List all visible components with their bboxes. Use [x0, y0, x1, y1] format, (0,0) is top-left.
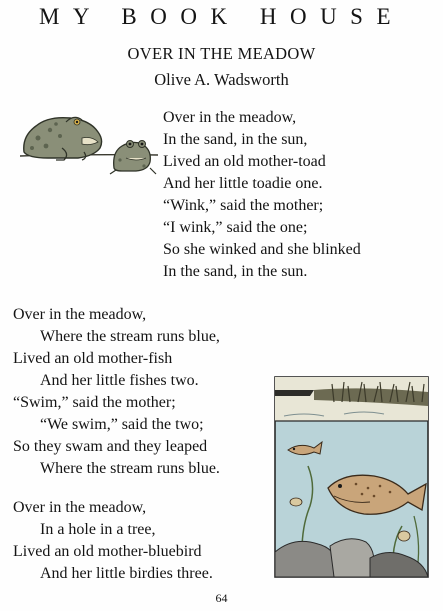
stanza-3 — [13, 497, 213, 585]
verse-line: Lived an old mother-toad — [163, 153, 326, 170]
verse-line: Over in the meadow, — [13, 499, 147, 516]
verse-line: Lived an old mother-bluebird — [13, 543, 202, 560]
verse-line: So they swam and they leaped — [13, 438, 208, 455]
page-number: 64 — [215, 591, 228, 605]
verse-line: In the sand, in the sun. — [163, 263, 308, 280]
verse-line: Where the stream runs blue, — [40, 328, 220, 345]
verse-line: Where the stream runs blue. — [40, 460, 220, 477]
fish-stream-illustration-icon — [274, 376, 429, 578]
running-header: MY BOOK HOUSE — [38, 4, 405, 29]
poem-author: Olive A. Wadsworth — [154, 70, 289, 89]
verse-line: In the sand, in the sun, — [163, 131, 308, 148]
verse-line: Over in the meadow, — [163, 109, 297, 126]
verse-line: In a hole in a tree, — [40, 521, 156, 538]
verse-line: And her little fishes two. — [40, 372, 199, 389]
verse-line: Over in the meadow, — [13, 306, 147, 323]
verse-line: And her little toadie one. — [163, 175, 323, 192]
verse-line: “I wink,” said the one; — [163, 219, 308, 236]
verse-line: So she winked and she blinked — [163, 241, 361, 258]
stanza-1 — [163, 107, 361, 283]
verse-line: And her little birdies three. — [40, 565, 213, 582]
verse-line: Lived an old mother-fish — [13, 350, 173, 367]
poem-title: OVER IN THE MEADOW — [127, 44, 316, 63]
verse-line: “We swim,” said the two; — [40, 416, 204, 433]
stanza-2 — [13, 304, 220, 480]
verse-line: “Swim,” said the mother; — [13, 394, 176, 411]
verse-line: “Wink,” said the mother; — [163, 197, 324, 214]
toad-illustration-icon — [18, 108, 160, 180]
